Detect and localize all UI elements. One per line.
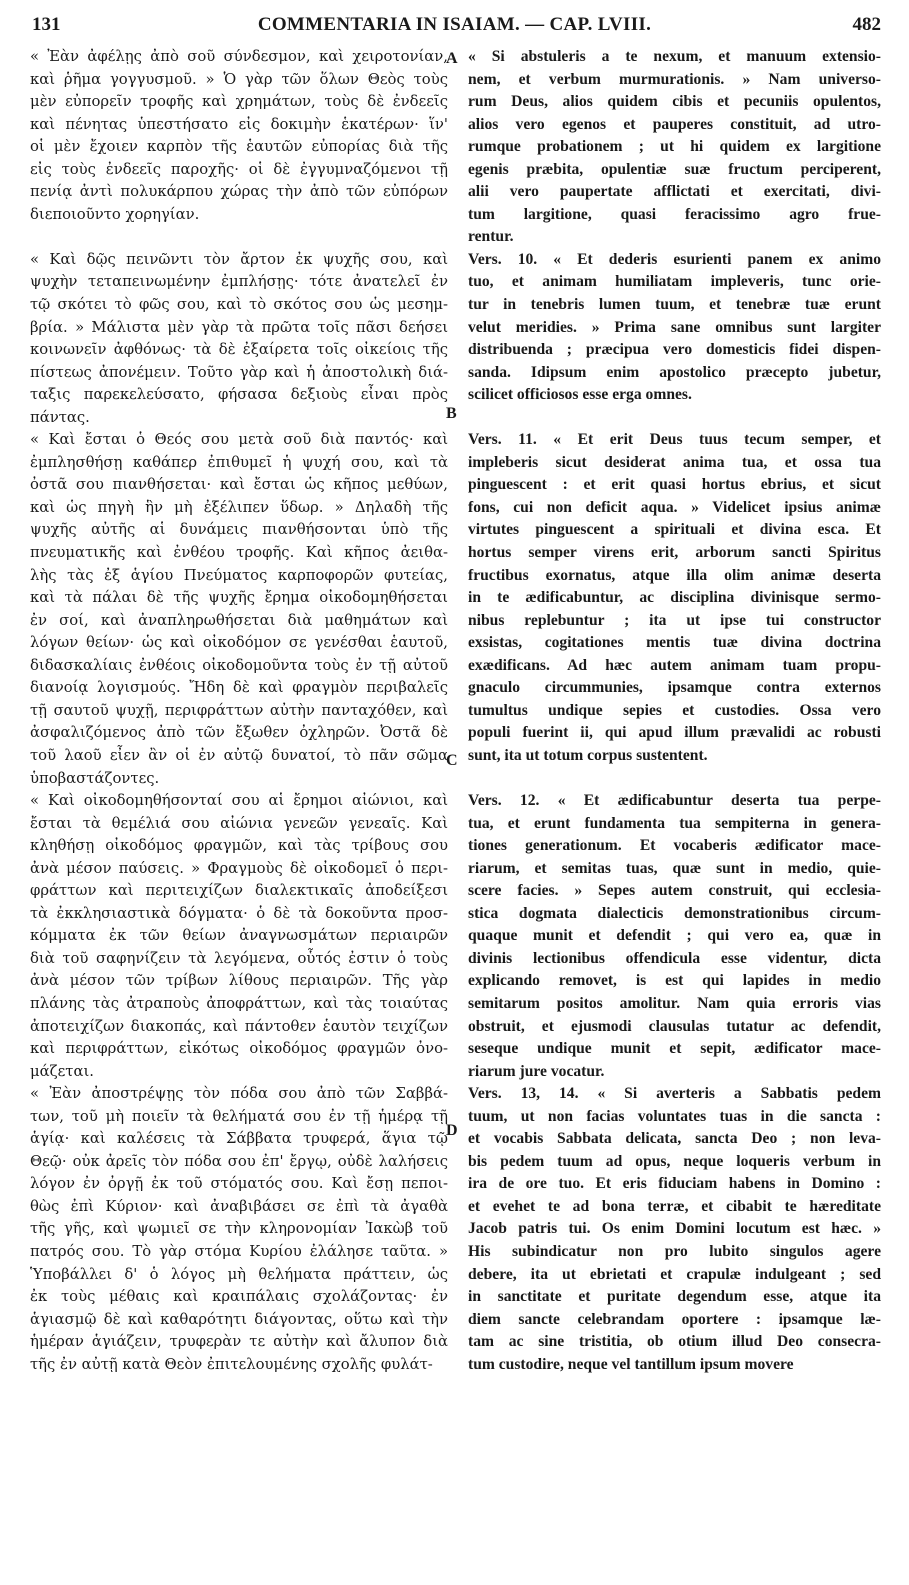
- latin-text-line: in sanctitate et puritate degendum esse, atque ita: [468, 1288, 881, 1306]
- latin-text-line: tum largitione, quasi feracissimo agro frue-: [468, 205, 881, 223]
- greek-text-line: « Καὶ οἰκοδομηθήσονταί σου αἱ ἔρημοι αἰώνιοι, καὶ: [30, 792, 448, 810]
- latin-text-line: tiones generationum. Et vocaberis ædificator mace-: [468, 837, 881, 855]
- latin-text-line: rentur.: [468, 228, 514, 246]
- latin-text-line: impleberis sicut desiderat anima tua, et ossa tua: [468, 453, 881, 471]
- greek-text-line: πίστεως ἀπονέμειν. Τοῦτο γὰρ καὶ ἡ ἀποστολικὴ διά-: [30, 363, 448, 381]
- latin-text-line: diem sancte celebrandam oportere : ipsamque læ-: [468, 1310, 881, 1328]
- latin-text-line: Vers. 10. « Et dederis esurienti panem ex animo: [468, 250, 881, 268]
- latin-text-line: Vers. 13, 14. « Si averteris a Sabbatis pedem: [468, 1085, 881, 1103]
- latin-text-line: Jacob patris tui. Os enim Domini locutum est hæc. »: [468, 1220, 881, 1238]
- greek-text-line: ἀσφαλιζόμενος ἀπὸ τῶν ἔξωθεν ὀχληρῶν. Ὀστᾶ δὲ: [30, 724, 448, 742]
- latin-text-line: rumque probationem ; ut hi quidem ex largitione: [468, 138, 881, 156]
- latin-text-line: nem, et verbum murmurationis. » Nam universo-: [468, 70, 881, 88]
- latin-text-line: « Si abstuleris a te nexum, et manuum extensio-: [468, 48, 881, 65]
- greek-text-line: πνευματικῆς καὶ ἐνθέου τροφῆς. Καὶ κῆπος ἀειθα-: [30, 544, 448, 562]
- latin-text-line: Vers. 11. « Et erit Deus tuus tecum semper, et: [468, 431, 881, 449]
- greek-text-line: ἁγιασμῷ δὲ καὶ καθαρότητι διάγοντας, οὕτω καὶ τὴν: [30, 1310, 448, 1328]
- latin-text-line: velut meridies. » Prima sane omnibus sunt largiter: [468, 318, 881, 336]
- greek-text-line: διδασκαλίαις ἐνθέοις οἰκοδομοῦντα τοὺς ἐν τῇ αὐτοῦ: [30, 656, 448, 674]
- latin-text-line: fructibus exornatus, atque illa olim animæ deserta: [468, 566, 881, 584]
- section-marker-a: A: [446, 50, 458, 67]
- latin-text-line: gnaculo circummunies, ipsamque contra externos: [468, 679, 881, 697]
- latin-text-line: sunt, ita ut totum corpus sustentent.: [468, 746, 708, 764]
- greek-text-line: καὶ περιφράττων, εἰκότως οἰκοδόμος φραγμῶν ὀνο-: [30, 1040, 448, 1058]
- latin-text-line: tuo, et animam humiliatam impleveris, tunc orie-: [468, 273, 881, 291]
- latin-text-line: Vers. 12. « Et ædificabuntur deserta tua perpe-: [468, 792, 881, 810]
- greek-text-line: ταξις παρεκελεύσατο, φήσασα δεξιοὺς εἶναι πρὸς: [30, 386, 448, 404]
- greek-text-line: καὶ πένητας ὑπεστήσατο εἰς δοκιμὴν ἑκατέρων· ἵν': [30, 115, 448, 133]
- latin-text-line: in te ædificabuntur, ac disciplina divinisque sermo-: [468, 589, 881, 607]
- greek-text-line: των, τοῦ μὴ ποιεῖν τὰ θελήματά σου ἐν τῇ ἡμέρᾳ τῇ: [30, 1107, 448, 1125]
- greek-text-line: ψυχῆς αὐτῆς αἱ δυνάμεις πιανθήσονται ὑπὸ τῆς: [30, 521, 448, 539]
- latin-text-line: exædificans. Ad hæc autem animam tuam propu-: [468, 656, 881, 674]
- greek-text-line: ἀνὰ μέσον τῶν τρίβων λίθους περιαιρῶν. Τῆς γὰρ: [30, 972, 448, 990]
- greek-text-line: φράττων καὶ περιτειχίζων διαλεκτικαῖς ἀποδείξεσι: [30, 882, 448, 900]
- greek-text-line: ἔσται τὰ θεμέλιά σου αἰώνια γενεῶν γενεαῖς. Καὶ: [30, 814, 448, 832]
- greek-text-line: λόγον ἐν ὀργῇ ἐκ τοῦ στόματός σου. Καὶ ἔσῃ πεποι-: [30, 1175, 448, 1193]
- greek-text-line: λὴς τὰς ἐξ ἁγίου Πνεύματος καρποφορῶν φυτείας,: [30, 566, 448, 584]
- greek-text-line: πατρός σου. Τὸ γὰρ στόμα Κυρίου ἐλάλησε ταῦτα. »: [30, 1242, 448, 1260]
- greek-text-line: λόγων θείων· ὡς καὶ οἰκοδόμον σε γενέσθαι ἑαυτοῦ,: [30, 634, 448, 652]
- greek-text-line: βρία. » Μάλιστα μὲν γὰρ τὰ πρῶτα τοῖς πᾶσι δεήσει: [30, 318, 448, 336]
- greek-text-line: διανοίᾳ λογισμούς. Ἤδη δὲ καὶ φραγμὸν περιβαλεῖς: [30, 679, 448, 697]
- latin-text-line: tuum, ut non facias voluntates tuas in die sancta :: [468, 1107, 881, 1125]
- latin-text-line: riarum, et semitas tuas, quæ sunt in medio, quie-: [468, 859, 881, 877]
- greek-text-line: κοινωνεῖν ἀφθόνως· τὰ δὲ ἐξαίρετα τοῖς οἰκείοις τῆς: [30, 341, 448, 359]
- greek-text-line: τῷ σκότει τὸ φῶς σου, καὶ τὸ σκότος σου ὡς μεσημ-: [30, 296, 448, 314]
- greek-text-line: ψυχὴν τεταπεινωμένην ἐμπλήσῃς· τότε ἀνατελεῖ ἐν: [30, 273, 448, 291]
- greek-text-line: καὶ ὡς πηγὴ ἣν μὴ ἐξέλιπεν ὕδωρ. » Δηλαδὴ τῆς: [30, 498, 448, 516]
- paragraph-gap: [30, 226, 448, 249]
- latin-text-line: ira de ore tuo. Et eris fiduciam habens in Domino :: [468, 1175, 881, 1193]
- greek-text-line: ὀστᾶ σου πιανθήσεται· καὶ ἔσται ὡς κῆπος μεθύων,: [30, 476, 448, 494]
- latin-text-line: alii vero paupertate afflictati et exercitati, divi-: [468, 183, 881, 201]
- latin-text-line: sanda. Idipsum enim apostolico præcepto jubetur,: [468, 363, 881, 381]
- latin-text-line: populi fuerint ii, qui apud illum prævalidi ac robusti: [468, 724, 881, 742]
- latin-text-line: bis pedem tuum ad opus, neque loqueris verbum in: [468, 1152, 881, 1170]
- latin-text-line: exsistas, cogitationes mentis tuæ divina doctrina: [468, 634, 881, 652]
- greek-text-line: διεποιοῦντο χορηγίαν.: [30, 205, 200, 223]
- page-number-left: 131: [32, 14, 61, 35]
- latin-text-line: tur in tenebris lumen tuum, et tenebræ tuæ erunt: [468, 296, 881, 314]
- latin-text-line: scere facies. » Sepes autem construit, qui ecclesia-: [468, 882, 881, 900]
- greek-text-line: πλάνης τὰς ἀτραποὺς ἀποφράττων, καὶ τὰς τοιαύτας: [30, 994, 448, 1012]
- latin-text-line: debere, ita ut ebrietati et crapulæ indulgeant ; sed: [468, 1265, 881, 1283]
- greek-text-line: τοῦ λαοῦ εἶεν ἂν οἱ ἐν αὐτῷ δυνατοί, τὸ πᾶν σῶμα: [30, 746, 448, 764]
- section-marker-c: C: [446, 752, 458, 769]
- latin-text-line: et evehet te ad bona terræ, et cibabit te hæreditate: [468, 1197, 881, 1215]
- greek-text-line: Θεῷ· οὐκ ἀρεῖς τὸν πόδα σου ἐπ' ἔργῳ, οὐδὲ λαλήσεις: [30, 1152, 448, 1170]
- greek-text-line: εἰς τοὺς ἐνδεεῖς παροχῆς· οἱ δὲ ἐγγυμναζόμενοι τῇ: [30, 160, 448, 178]
- greek-text-line: διὰ τοῦ σαφηνίζειν τὰ λεγόμενα, οὗτός ἐστιν ὁ τοὺς: [30, 949, 448, 967]
- latin-column: [468, 46, 881, 1376]
- greek-text-line: « Ἐὰν ἀφέλῃς ἀπὸ σοῦ σύνδεσμον, καὶ χειροτονίαν,: [30, 48, 448, 65]
- greek-text-line: τὰ ἐκκλησιαστικὰ δόγματα· ὁ δὲ τὰ δοκοῦντα προσ-: [30, 904, 448, 922]
- greek-text-line: ἐμπλησθήσῃ καθάπερ ἐπιθυμεῖ ἡ ψυχή σου, καὶ τὰ: [30, 453, 448, 471]
- latin-text-line: pinguescent : et erit quasi hortus ebrius, et sicut: [468, 476, 881, 494]
- latin-text-line: et vocabis Sabbata delicata, sancta Deo ; non leva-: [468, 1130, 881, 1148]
- paragraph-gap: [468, 768, 881, 791]
- greek-text-line: ἡμέραν ἁγιάζειν, τρυφερὰν τε αὐτὴν καὶ ἄλυπον διὰ: [30, 1333, 448, 1351]
- latin-text-line: hortus semper virens erit, arborum sancti Spiritus: [468, 544, 881, 562]
- latin-text-line: tua, et erunt fundamenta tua sempiterna in genera-: [468, 814, 881, 832]
- latin-text-line: stica dogmata dialecticis demonstrationibus circum-: [468, 904, 881, 922]
- greek-text-line: κληθήσῃ οἰκοδόμος φραγμῶν, καὶ τὰς τρίβους σου: [30, 837, 448, 855]
- latin-text-line: distribuenda ; præcipua vero domesticis fidei dispen-: [468, 341, 881, 359]
- greek-text-line: τῇ σαυτοῦ ψυχῇ, περιφράττων αὐτὴν πανταχόθεν, καὶ: [30, 701, 448, 719]
- greek-text-line: τῆς ἐν αὐτῇ κατὰ Θεὸν ἐπιτελουμένης σχολῆς φυλάτ-: [30, 1355, 433, 1373]
- latin-text-line: divinis lectionibus offendicula esse videntur, dicta: [468, 949, 881, 967]
- latin-text-line: scilicet officiosos esse erga omnes.: [468, 386, 692, 404]
- latin-text-line: semitarum positos amolitur. Nam quia erroris vias: [468, 994, 881, 1012]
- greek-text-line: « Καὶ δῷς πεινῶντι τὸν ἄρτον ἐκ ψυχῆς σου, καὶ: [30, 250, 448, 268]
- greek-text-line: μὲν εὐπορεῖν τροφῆς καὶ χρημάτων, τοὺς δὲ ἐνδεεῖς: [30, 93, 448, 111]
- greek-text-line: « Ἐὰν ἀποστρέψῃς τὸν πόδα σου ἀπὸ τῶν Σαββά-: [30, 1085, 448, 1103]
- latin-text-line: quaque munit et defendit ; qui vero ea, quæ in: [468, 927, 881, 945]
- greek-text-line: πενίᾳ ἀντὶ πολυκάρπου χώρας τὴν ἀπὸ τῶν εὐπόρων: [30, 183, 448, 201]
- latin-text-line: riarum jure vocatur.: [468, 1062, 605, 1080]
- latin-text-line: His subindicatur non pro lubito singulos agere: [468, 1242, 881, 1260]
- latin-text-line: obstruit, et ejusmodi clausulas tutatur ac defendit,: [468, 1017, 881, 1035]
- latin-text-line: seseque undique munit et sepit, ædificator mace-: [468, 1040, 881, 1058]
- greek-text-line: πάντας.: [30, 408, 90, 426]
- greek-text-line: Ὑποβάλλει δ' ὁ λόγος μὴ θελήματα πράττειν, ὡς: [30, 1265, 448, 1283]
- greek-text-line: οἱ μὲν ἔχοιεν καρπὸν τῆς ἑαυτῶν εὐπορίας διὰ τῆς: [30, 138, 448, 156]
- latin-text-line: nibus replebuntur ; ita ut ipse tui constructor: [468, 611, 881, 629]
- running-title: COMMENTARIA IN ISAIAM. — CAP. LVIII.: [257, 14, 652, 35]
- greek-text-line: ἁγίᾳ· καὶ καλέσεις τὰ Σάββατα τρυφερά, ἅγια τῷ: [30, 1130, 448, 1148]
- latin-text-line: virtutes pinguescent a spirituali et divina esca. Et: [468, 521, 881, 539]
- greek-text-line: κόμματα ἐκ τῶν θείων ἀναγνωσμάτων περιαιρῶν: [30, 927, 448, 945]
- latin-text-line: explicando removet, is est qui lapides in medio: [468, 972, 881, 990]
- greek-text-line: ἐκ τοὺς μέθαις καὶ κραιπάλαις σχολάζοντας· ἐν: [30, 1288, 448, 1306]
- latin-text-line: tumultus undique sepies et custodies. Ossa vero: [468, 701, 881, 719]
- greek-text-line: καὶ τὰ πάλαι δὲ τῆς ψυχῆς ἔρημα οἰκοδομηθήσεται: [30, 589, 448, 607]
- latin-text-line: tam ac sine tristitia, ob otium illud Deo consecra-: [468, 1333, 881, 1351]
- greek-text-line: μάζεται.: [30, 1062, 94, 1080]
- section-marker-b: B: [446, 405, 457, 422]
- greek-text-line: ἀνὰ μέσον παύσεις. » Φραγμοὺς δὲ οἰκοδομεῖ ὁ περι-: [30, 859, 448, 877]
- latin-text-line: rum Deus, alios quidem cibis et pecuniis opulentos,: [468, 93, 881, 111]
- latin-text-line: alios vero egenos et pauperes constituit, ad utro-: [468, 115, 881, 133]
- latin-text-line: egenis præbita, opulentiæ suæ fructum perciperent,: [468, 160, 881, 178]
- greek-text-line: τῆς γῆς, καὶ ψωμιεῖ σε τὴν κληρονομίαν Ἰακὼβ τοῦ: [30, 1220, 448, 1238]
- greek-text-line: ἀποτειχίζων διακοπάς, καὶ πάντοθεν ἑαυτὸν τειχίζων: [30, 1017, 448, 1035]
- greek-text-line: ὑποβαστάζοντες.: [30, 769, 160, 787]
- section-marker-d: D: [446, 1122, 458, 1139]
- greek-text-line: « Καὶ ἔσται ὁ Θεός σου μετὰ σοῦ διὰ παντός· καὶ: [30, 431, 448, 449]
- latin-text-line: tum custodire, neque vel tantillum ipsum movere: [468, 1355, 794, 1373]
- greek-text-line: θὼς ἐπὶ Κύριον· καὶ ἀναβιβάσει σε ἐπὶ τὰ ἀγαθὰ: [30, 1197, 448, 1215]
- page-number-right: 482: [852, 14, 881, 35]
- latin-text-line: fons, cui non deficit aqua. » Videlicet ipsius animæ: [468, 498, 881, 516]
- greek-text-line: καὶ ῥῆμα γογγυσμοῦ. » Ὁ γὰρ τῶν ὅλων Θεὸς τοὺς: [30, 70, 448, 88]
- paragraph-gap: [468, 407, 881, 430]
- greek-column: [30, 46, 448, 1376]
- greek-text-line: ἐν σοί, καὶ ἀναπληρωθήσεται διὰ μαθημάτων καὶ: [30, 611, 448, 629]
